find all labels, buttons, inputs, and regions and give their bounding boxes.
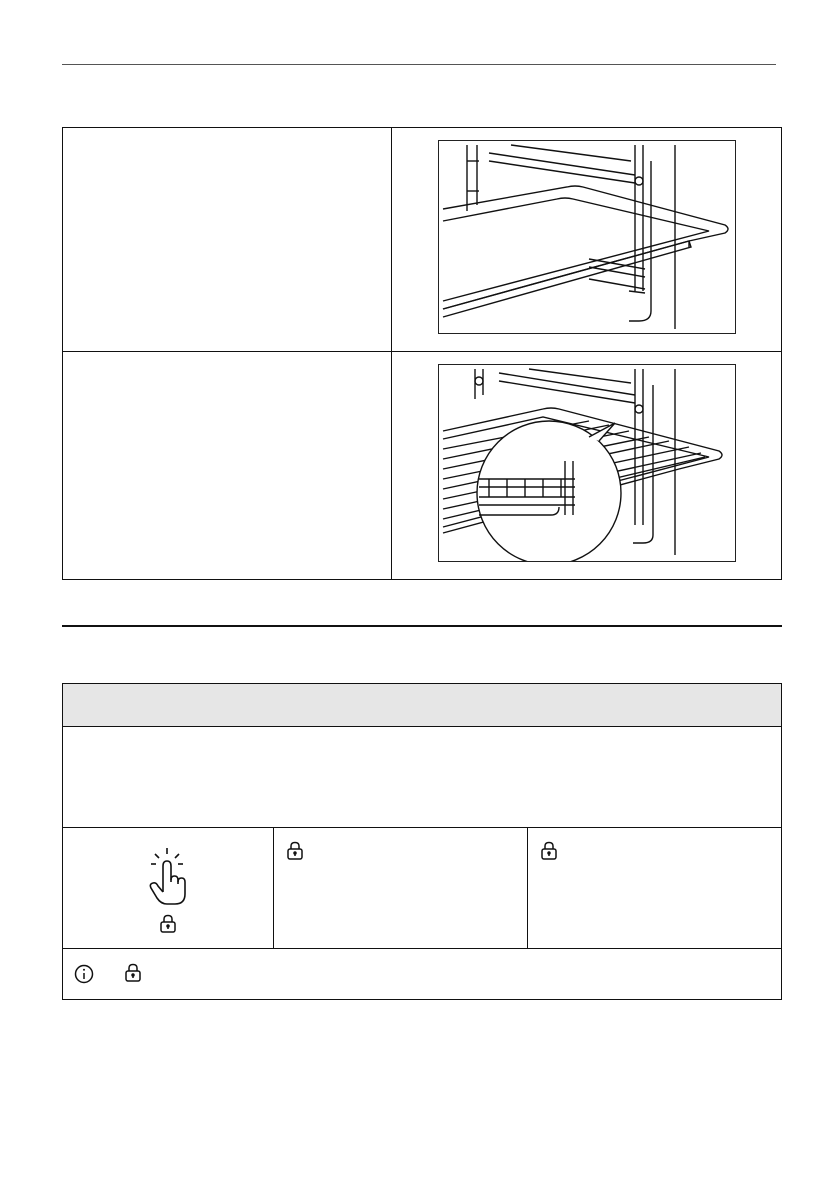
lock-icon [159, 914, 177, 934]
touch-hand-icon [145, 846, 191, 906]
shelf-row-2-figure-cell [392, 352, 782, 580]
lock-table-header [63, 684, 781, 727]
shelf-row-1-text [63, 128, 392, 352]
table-row [63, 128, 782, 352]
shelf-insertion-table [62, 127, 782, 580]
info-icon [74, 964, 94, 984]
lock-icon [124, 963, 142, 983]
section-divider [62, 625, 782, 627]
lock-step-1 [63, 828, 274, 948]
lock-description [63, 727, 781, 828]
shelf-row-2-text [63, 352, 392, 580]
lock-icon [540, 841, 558, 861]
wire-shelf-on-supports-detail-illustration [438, 364, 736, 562]
lock-steps-row [63, 828, 781, 949]
lock-step-3 [528, 828, 781, 948]
header-rule [62, 64, 776, 65]
tray-on-shelf-supports-illustration [438, 140, 736, 334]
lock-step-2 [274, 828, 528, 948]
lock-note-row [63, 949, 781, 999]
key-lock-table [62, 683, 782, 1000]
shelf-row-1-figure-cell [392, 128, 782, 352]
table-row [63, 352, 782, 580]
lock-icon [286, 841, 304, 861]
